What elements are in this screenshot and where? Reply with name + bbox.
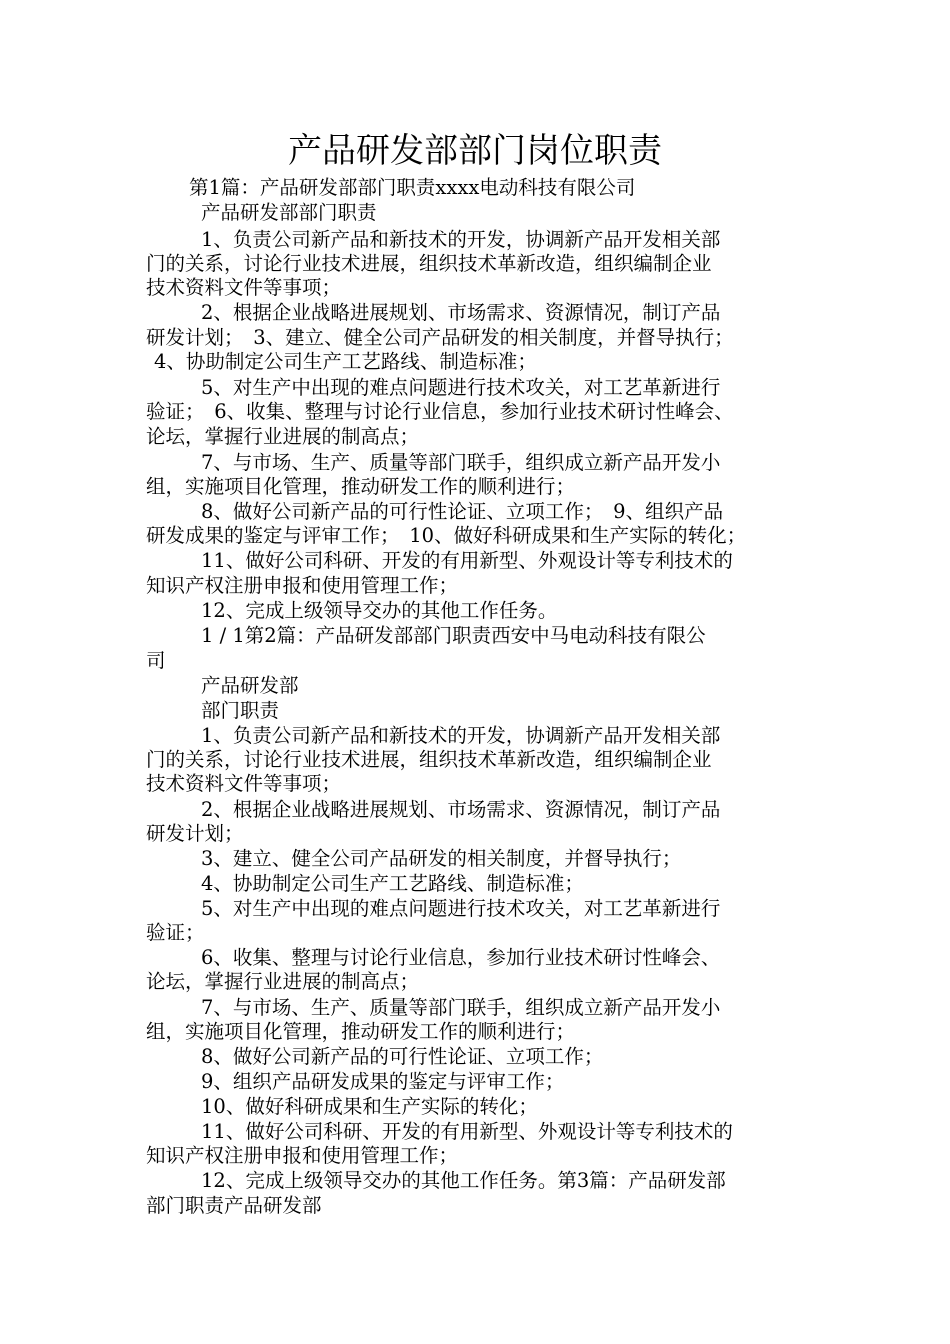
text-line: 研发计划； 3、建立、健全公司产品研发的相关制度，并督导执行； bbox=[146, 326, 734, 349]
text-line: 2、根据企业战略进展规划、市场需求、资源情况，制订产品 bbox=[201, 798, 721, 821]
text-line: 10、做好科研成果和生产实际的转化； bbox=[201, 1095, 538, 1118]
text-line: 产品研发部部门职责 bbox=[201, 201, 377, 224]
text-line: 部门职责产品研发部 bbox=[146, 1194, 322, 1217]
text-line: 部门职责 bbox=[201, 699, 280, 722]
text-line: 1 / 1第2篇：产品研发部部门职责西安中马电动科技有限公 bbox=[201, 624, 706, 647]
text-line: 验证； 6、收集、整理与讨论行业信息，参加行业技术研讨性峰会、 bbox=[146, 400, 734, 423]
text-line: 组，实施项目化管理，推动研发工作的顺利进行； bbox=[146, 475, 576, 498]
text-line: 技术资料文件等事项； bbox=[146, 276, 342, 299]
text-line: 4、协助制定公司生产工艺路线、制造标准； bbox=[201, 872, 584, 895]
text-line: 产品研发部 bbox=[201, 674, 299, 697]
text-line: 8、做好公司新产品的可行性论证、立项工作； 9、组织产品 bbox=[201, 500, 724, 523]
text-line: 4、协助制定公司生产工艺路线、制造标准； bbox=[154, 350, 537, 373]
text-line: 验证； bbox=[146, 921, 205, 944]
text-line: 知识产权注册申报和使用管理工作； bbox=[146, 574, 459, 597]
text-line: 3、建立、健全公司产品研发的相关制度，并督导执行； bbox=[201, 847, 682, 870]
text-line: 门的关系，讨论行业技术进展，组织技术革新改造，组织编制企业 bbox=[146, 252, 712, 275]
text-line: 6、收集、整理与讨论行业信息，参加行业技术研讨性峰会、 bbox=[201, 946, 721, 969]
text-line: 研发成果的鉴定与评审工作； 10、做好科研成果和生产实际的转化； bbox=[146, 524, 747, 547]
text-line: 11、做好公司科研、开发的有用新型、外观设计等专利技术的 bbox=[201, 1120, 733, 1143]
text-line: 7、与市场、生产、质量等部门联手，组织成立新产品开发小 bbox=[201, 996, 721, 1019]
text-line: 门的关系，讨论行业技术进展，组织技术革新改造，组织编制企业 bbox=[146, 748, 712, 771]
text-line: 9、组织产品研发成果的鉴定与评审工作； bbox=[201, 1070, 565, 1093]
text-line: 研发计划； bbox=[146, 822, 244, 845]
text-line: 12、完成上级领导交办的其他工作任务。 bbox=[201, 599, 558, 622]
text-line: 论坛，掌握行业进展的制高点； bbox=[146, 425, 420, 448]
text-line: 5、对生产中出现的难点问题进行技术攻关，对工艺革新进行 bbox=[201, 897, 721, 920]
text-line: 司 bbox=[146, 649, 166, 672]
text-line: 8、做好公司新产品的可行性论证、立项工作； bbox=[201, 1045, 604, 1068]
text-line: 5、对生产中出现的难点问题进行技术攻关，对工艺革新进行 bbox=[201, 376, 721, 399]
text-line: 知识产权注册申报和使用管理工作； bbox=[146, 1144, 459, 1167]
page-title: 产品研发部部门岗位职责 bbox=[288, 131, 662, 171]
text-line: 11、做好公司科研、开发的有用新型、外观设计等专利技术的 bbox=[201, 549, 733, 572]
text-line: 组，实施项目化管理，推动研发工作的顺利进行； bbox=[146, 1020, 576, 1043]
text-line: 论坛，掌握行业进展的制高点； bbox=[146, 970, 420, 993]
text-line: 第1篇：产品研发部部门职责xxxx电动科技有限公司 bbox=[189, 176, 636, 199]
text-line: 1、负责公司新产品和新技术的开发，协调新产品开发相关部 bbox=[201, 228, 721, 251]
text-line: 1、负责公司新产品和新技术的开发，协调新产品开发相关部 bbox=[201, 724, 721, 747]
text-line: 12、完成上级领导交办的其他工作任务。第3篇：产品研发部 bbox=[201, 1169, 726, 1192]
text-line: 技术资料文件等事项； bbox=[146, 772, 342, 795]
text-line: 7、与市场、生产、质量等部门联手，组织成立新产品开发小 bbox=[201, 451, 721, 474]
text-line: 2、根据企业战略进展规划、市场需求、资源情况，制订产品 bbox=[201, 301, 721, 324]
